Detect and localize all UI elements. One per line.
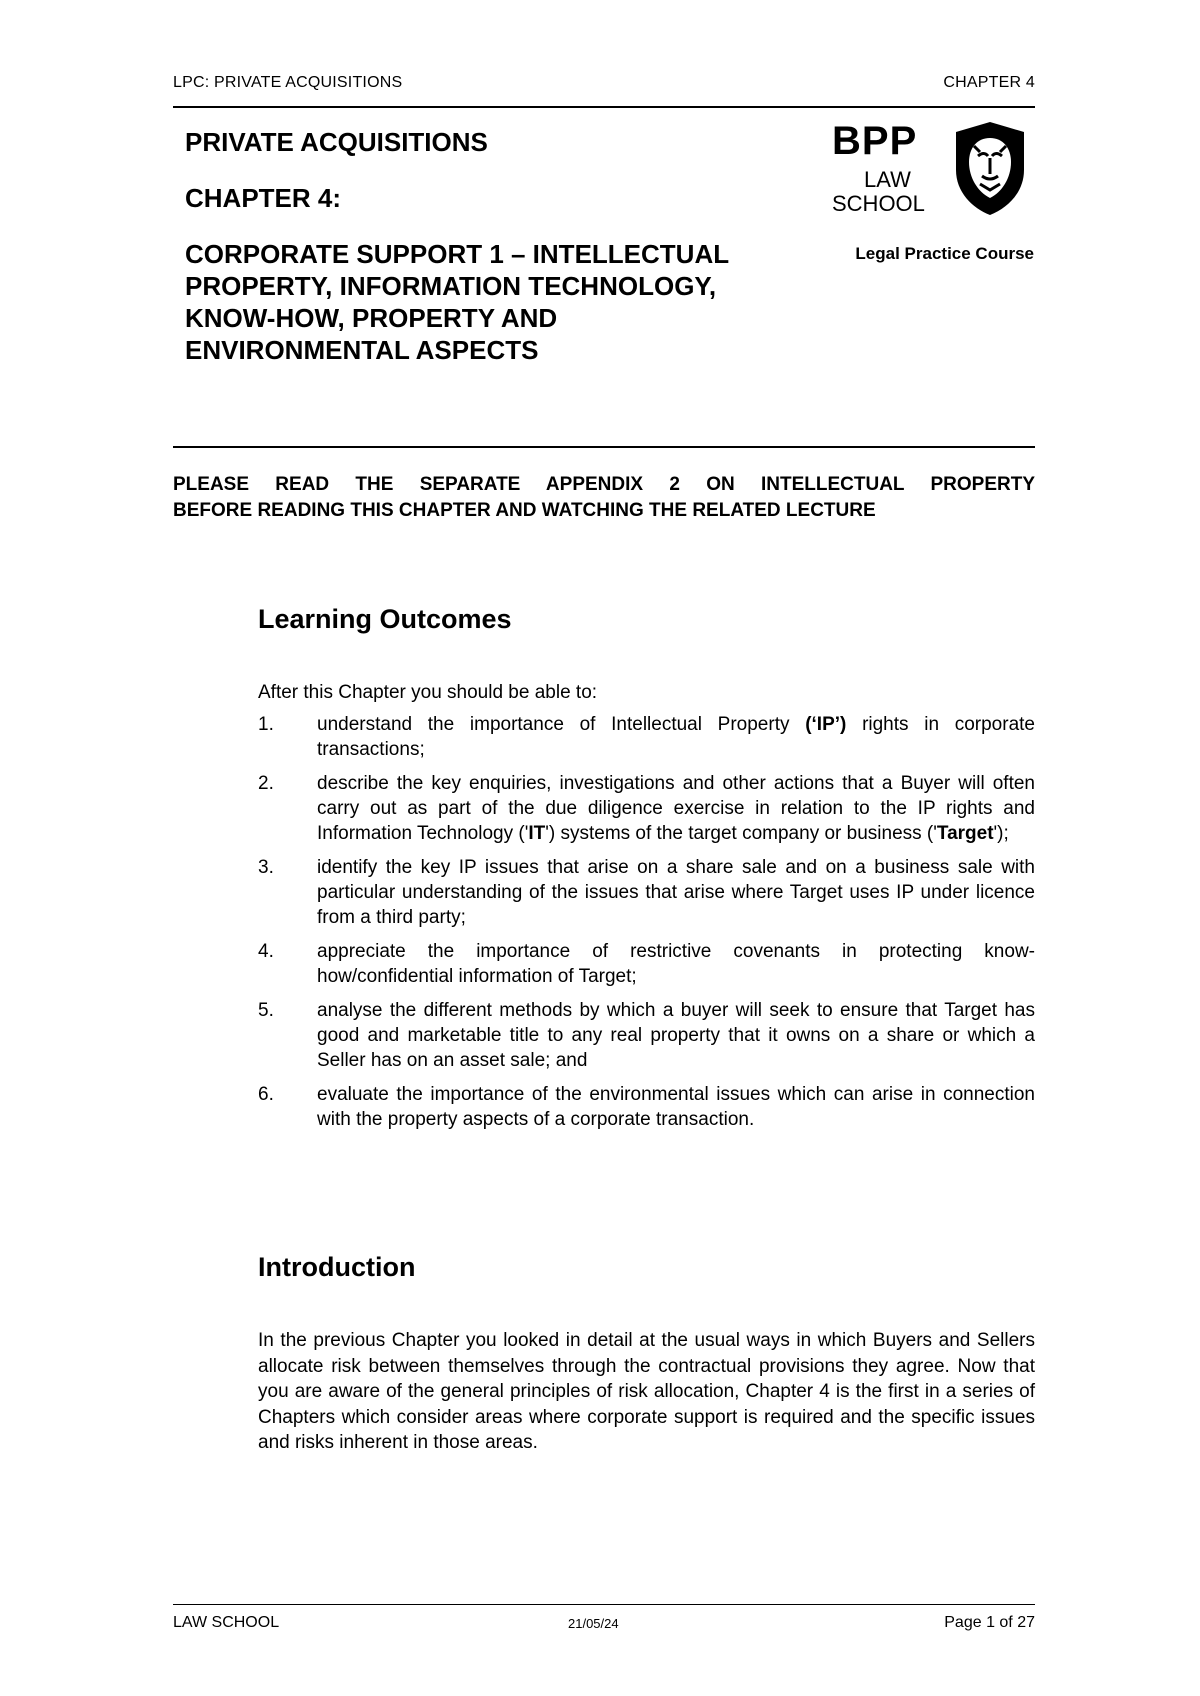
list-item [258,771,1035,846]
list-item-number: 2. [258,773,274,794]
header-rule [173,106,1035,108]
footer-page-number: Page 1 of 27 [944,1614,1035,1631]
defined-term: (‘IP’) [805,714,847,735]
learning-outcomes-heading: Learning Outcomes [258,604,512,634]
text-run: ') systems of the target company or business (' [545,823,937,844]
bpp-law-school-logo [832,118,1032,222]
learning-outcomes-list [258,712,1035,1141]
notice-line-2: BEFORE READING THIS CHAPTER AND WATCHING THE RELATED LECTURE [173,500,876,521]
footer-school: LAW SCHOOL [173,1614,280,1631]
list-item-text [317,712,1035,762]
introduction-heading: Introduction [258,1252,416,1282]
footer-rule [173,1604,1035,1605]
introduction-paragraph: In the previous Chapter you looked in detail at the usual ways in which Buyers and Sellers allocate risk between themselves through the contractual provisions they agree. Now that you are aware of the general principles of risk allocation, Chapter 4 is the first in a series of Chapters which consider areas where corporate support is required and the specific issues and risks inherent in those areas. [258,1330,1035,1454]
list-item-number: 3. [258,857,274,878]
list-item-text: appreciate the importance of restrictive covenants in protecting know-how/confidential information of Target; [317,941,1035,987]
text-run: '); [993,823,1009,844]
text-run: understand the importance of Intellectual Property [317,714,806,735]
chapter-number: CHAPTER 4: [185,183,342,213]
list-item [258,939,1035,989]
list-item [258,855,1035,930]
list-item [258,998,1035,1073]
legal-practice-course-label: Legal Practice Course [855,244,1034,263]
logo-bpp-text: BPP [832,119,918,163]
header-chapter: CHAPTER 4 [943,74,1035,91]
list-item [258,712,1035,762]
learning-outcomes-intro: After this Chapter you should be able to: [258,682,598,703]
logo-school-text: SCHOOL [832,191,925,216]
defined-term: Target [936,823,994,844]
list-item [258,1082,1035,1132]
list-item-text: evaluate the importance of the environmental issues which can arise in connection with the property aspects of a corporate transaction. [317,1084,1035,1130]
notice-line-1: PLEASE READ THE SEPARATE APPENDIX 2 ON INTELLECTUAL PROPERTY [173,474,1035,495]
footer-date: 21/05/24 [568,1616,619,1631]
running-header [173,74,1035,96]
text-run: describe the key enquiries, investigations and other actions that a Buyer will often carry out as part of the due diligence exercise in relation to the IP rights and Information Technology (' [317,773,1035,844]
list-item-text [317,771,1035,846]
text-run: rights in corporate transactions; [317,714,1035,760]
list-item-number: 6. [258,1084,274,1105]
list-item-text: analyse the different methods by which a buyer will seek to ensure that Target has good and marketable title to any real property that it owns on a share or which a Seller has on an asset sale; and [317,1000,1035,1071]
list-item-number: 4. [258,941,274,962]
page-footer [173,1614,1035,1638]
logo-law-text: LAW [864,167,911,192]
chapter-title: CORPORATE SUPPORT 1 – INTELLECTUAL PROPERTY, INFORMATION TECHNOLOGY, KNOW-HOW, PROPERTY AND ENVIRONMENTAL ASPECTS [185,239,729,365]
list-item-text: identify the key IP issues that arise on a share sale and on a business sale with particular understanding of the issues that arise where Target uses IP under licence from a third party; [317,857,1035,928]
defined-term: IT [528,823,546,844]
reading-notice [173,472,1035,524]
header-course-title: LPC: PRIVATE ACQUISITIONS [173,74,403,91]
list-item-number: 5. [258,1000,274,1021]
lion-head-shield-icon [950,118,1030,218]
list-item-number: 1. [258,714,274,735]
document-title: PRIVATE ACQUISITIONS [185,127,488,157]
title-rule [173,446,1035,448]
